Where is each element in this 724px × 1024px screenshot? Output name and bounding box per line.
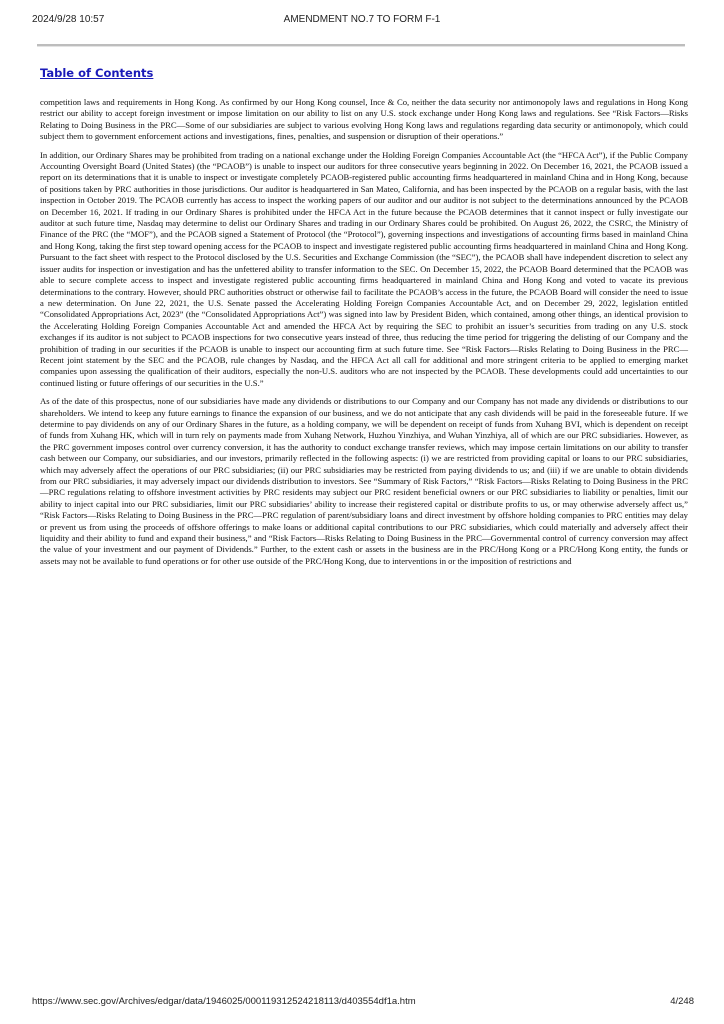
page-number: 4/248: [670, 996, 694, 1007]
print-footer: [0, 996, 724, 1016]
paragraph-hong-kong-laws: competition laws and requirements in Hong Kong. As confirmed by our Hong Kong counsel, Ince & Co, neither the data security nor antimonopoly laws and regulations in Hong Kong restrict our ability to accept foreign investment or impose limitation on our ability to list on any U.S. stock exchange under Hong Kong laws and regulations. See “Risk Factors—Risks Relating to Doing Business in the PRC—Some of our subsidiaries are subject to various evolving Hong Kong laws and regulations regarding data security or antimonopoly, which could subject them to government enforcement actions and investigations, fines, penalties, and suspension or disruption of their operations.”: [40, 97, 688, 142]
print-header: [0, 0, 724, 28]
print-document-title: AMENDMENT NO.7 TO FORM F-1: [283, 14, 441, 25]
source-url: https://www.sec.gov/Archives/edgar/data/1946025/000119312524218113/d403554df1a.htm: [32, 996, 416, 1007]
document-body: [40, 97, 688, 574]
paragraph-hfca-act: In addition, our Ordinary Shares may be prohibited from trading on a national exchange under the Holding Foreign Companies Accountable Act (the “HFCA Act”), if the Public Company Accounting Oversight Board (United States) (the “PCAOB”) is unable to inspect our auditors for three consecutive years beginning in 2022. On December 16, 2021, the PCAOB issued a report on its determinations that it is unable to inspect or investigate completely PCAOB-registered public accounting firms headquartered in mainland China and in Hong Kong, because of positions taken by PRC authorities in those jurisdictions. Our auditor is headquartered in San Mateo, California, and has been inspected by the PCAOB on a regular basis, with the last inspection in October 2019. The PCAOB currently has access to inspect the working papers of our auditor and our auditor is not subject to the determinations announced by the PCAOB on December 16, 2021. If trading in our Ordinary Shares is prohibited under the HFCA Act in the future because the PCAOB determines that it cannot inspect or fully investigate our auditor at such future time, Nasdaq may determine to delist our Ordinary Shares and trading in our Ordinary Shares could be prohibited. On August 26, 2022, the CSRC, the Ministry of Finance of the PRC (the “MOF”), and the PCAOB signed a Statement of Protocol (the “Protocol”), governing inspections and investigations of accounting firms based in mainland China and Hong Kong, taking the first step toward opening access for the PCAOB to inspect and investigate registered public accounting firms headquartered in mainland China and Hong Kong. Pursuant to the fact sheet with respect to the Protocol disclosed by the U.S. Securities and Exchange Commission (the “SEC”), the PCAOB shall have independent discretion to select any issuer audits for inspection or investigation and has the unfettered ability to transfer information to the SEC. On December 15, 2022, the PCAOB Board determined that the PCAOB was able to secure complete access to inspect and investigate registered public accounting firms headquartered in mainland China and Hong Kong and voted to vacate its previous determinations to the contrary. However, should PRC authorities obstruct or otherwise fail to facilitate the PCAOB’s access in the future, the PCAOB Board will consider the need to issue a new determination. On June 22, 2021, the U.S. Senate passed the Accelerating Holding Foreign Companies Accountable Act, and on December 29, 2022, legislation entitled “Consolidated Appropriations Act, 2023” (the “Consolidated Appropriations Act”) was signed into law by President Biden, which contained, among other things, an identical provision to the Accelerating Holding Foreign Companies Accountable Act and amended the HFCA Act by requiring the SEC to prohibit an issuer’s securities from trading on any U.S. stock exchanges if its auditor is not subject to PCAOB inspections for two consecutive years instead of three, thus reducing the time period for triggering the delisting of our Company and the prohibition of trading in our securities if the PCAOB is unable to inspect our accounting firm at such future time. See “Risk Factors—Risks Relating to Doing Business in the PRC—Recent joint statement by the SEC and the PCAOB, rule changes by Nasdaq, and the HFCA Act all call for additional and more stringent criteria to be applied to emerging market companies upon assessing the qualification of their auditors, especially the non-U.S. auditors who are not inspected by the PCAOB. These developments could add uncertainties to our continued listing or future offerings of our securities in the U.S.”: [40, 149, 688, 388]
header-divider: [37, 44, 685, 47]
print-datetime: 2024/9/28 10:57: [32, 14, 105, 25]
paragraph-dividends: As of the date of this prospectus, none of our subsidiaries have made any dividends or distributions to our Company and our Company has not made any dividends or distributions to our shareholders. We intend to keep any future earnings to finance the expansion of our business, and we do not anticipate that any cash dividends will be paid in the foreseeable future. If we determine to pay dividends on any of our Ordinary Shares in the future, as a holding company, we will be dependent on receipt of funds from Xuhang BVI, which is dependent on receipt of funds from Xuhang HK, which will in turn rely on payments made from Xuhang Network, Huzhou Yinzhiya, and Wuhan Yinzhiya, all of which are our PRC subsidiaries. However, as the PRC government imposes control over currency conversion, it has the authority to conduct exchange transfer reviews, which may impose certain limitations on our ability to transfer cash between our Company, our subsidiaries, and our investors, primarily reflected in the following aspects: (i) we are restricted from providing capital or loans to our PRC subsidiaries, which may adversely affect the operations of our PRC subsidiaries; (ii) our PRC subsidiaries may be restricted from paying dividends to us; and (iii) if we are unable to obtain dividends from our PRC subsidiaries, it may adversely impact our dividends distribution to investors. See “Summary of Risk Factors,” “Risk Factors—Risks Relating to Doing Business in the PRC—PRC regulations relating to offshore investment activities by PRC residents may subject our PRC resident beneficial owners or our PRC subsidiaries to liability or penalties, limit our ability to inject capital into our PRC subsidiaries, limit our PRC subsidiaries’ ability to increase their registered capital or distribute profits to us, or may otherwise adversely affect us,” “Risk Factors—Risks Relating to Doing Business in the PRC—PRC regulation of parent/subsidiary loans and direct investment by offshore holding companies to PRC entities may delay or prevent us from using the proceeds of offshore offerings to make loans or additional capital contributions to our PRC subsidiaries, which could materially and adversely affect their liquidity and their ability to fund and expand their business,” and “Risk Factors—Risks Relating to Doing Business in the PRC—Governmental control of currency conversion may affect the value of your investment and our payment of Dividends.” Further, to the extent cash or assets in the business are in the PRC/Hong Kong or a PRC/Hong Kong entity, the funds or assets may not be available to fund operations or for other use outside of the PRC/Hong Kong, due to interventions in or the imposition of restrictions and: [40, 396, 688, 566]
table-of-contents-link[interactable]: Table of Contents: [40, 66, 154, 80]
